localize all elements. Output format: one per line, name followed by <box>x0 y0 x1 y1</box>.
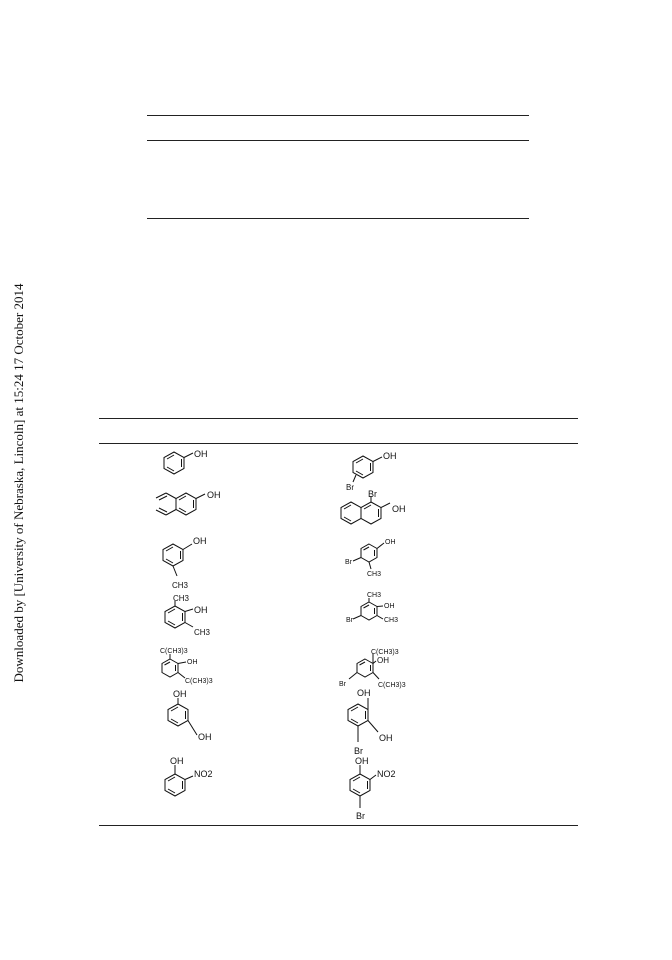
bromoresorcinol-br-label: Br <box>354 746 363 756</box>
bromocresol-oh-label: OH <box>385 539 396 546</box>
xylenol-structure <box>155 592 225 646</box>
xylenol-me1-label: CH3 <box>173 594 190 603</box>
bromonitrophenol-oh-label: OH <box>355 756 369 766</box>
bromo-di-tbu-phenol-tbu1-label: C(CH3)3 <box>371 649 399 656</box>
di-tbu-phenol-tbu2-label: C(CH3)3 <box>185 678 213 685</box>
bromophenol-oh-label: OH <box>383 451 397 461</box>
di-tbu-phenol-structure <box>148 645 228 691</box>
xylenol-oh-label: OH <box>194 605 208 615</box>
table1-top-rule <box>147 115 529 116</box>
bromocresol-structure <box>340 534 410 582</box>
cresol-oh-label: OH <box>193 536 207 546</box>
bromoxylenol-structure <box>340 592 410 632</box>
table2-top-rule <box>99 418 578 419</box>
bromonitrophenol-br-label: Br <box>356 811 365 821</box>
bromonaphthol-br-label: Br <box>368 489 377 499</box>
naphthol-structure <box>150 488 230 530</box>
bromoresorcinol-oh1-label: OH <box>357 688 371 698</box>
bromoxylenol-me1-label: CH3 <box>367 592 382 599</box>
table1-header-rule <box>147 140 529 141</box>
bromoxylenol-br-label: Br <box>346 617 353 624</box>
bromoresorcinol-oh2-label: OH <box>379 733 393 743</box>
resorcinol-oh1-label: OH <box>173 689 187 699</box>
bromo-di-tbu-phenol-tbu2-label: C(CH3)3 <box>378 682 406 689</box>
resorcinol-oh2-label: OH <box>198 732 212 742</box>
bromo-di-tbu-phenol-oh-label: OH <box>377 656 389 665</box>
table1-bottom-rule <box>147 218 529 219</box>
table2-header-rule <box>99 443 578 444</box>
bromonaphthol-structure <box>335 488 415 538</box>
bromoxylenol-me2-label: CH3 <box>384 617 399 624</box>
nitrophenol-oh-label: OH <box>170 756 184 766</box>
bromocresol-me-label: CH3 <box>367 571 382 578</box>
di-tbu-phenol-tbu1-label: C(CH3)3 <box>160 648 188 655</box>
bromoxylenol-oh-label: OH <box>384 603 395 610</box>
nitrophenol-no2-label: NO2 <box>194 769 213 779</box>
cresol-structure <box>150 534 220 594</box>
naphthol-oh-label: OH <box>207 490 221 500</box>
download-notice-margin <box>0 0 30 960</box>
bromo-di-tbu-phenol-br-label: Br <box>339 681 346 688</box>
cresol-me-label: CH3 <box>172 581 189 590</box>
xylenol-me2-label: CH3 <box>194 628 211 637</box>
download-notice: Downloaded by [University of Nebraska, Lincoln] at 15:24 17 October 2014 <box>11 283 26 683</box>
bromonitrophenol-no2-label: NO2 <box>377 769 396 779</box>
bromonaphthol-oh-label: OH <box>392 504 406 514</box>
bromonitrophenol-structure <box>335 752 415 824</box>
di-tbu-phenol-oh-label: OH <box>187 659 198 666</box>
nitrophenol-structure <box>155 752 225 804</box>
resorcinol-structure <box>155 686 225 744</box>
bromoresorcinol-structure <box>333 686 413 758</box>
table2-bottom-rule <box>99 825 578 826</box>
bromocresol-br-label: Br <box>345 559 352 566</box>
phenol-structure <box>155 448 215 484</box>
bromophenol-br-label: Br <box>346 483 354 492</box>
phenol-oh-label: OH <box>194 449 208 459</box>
